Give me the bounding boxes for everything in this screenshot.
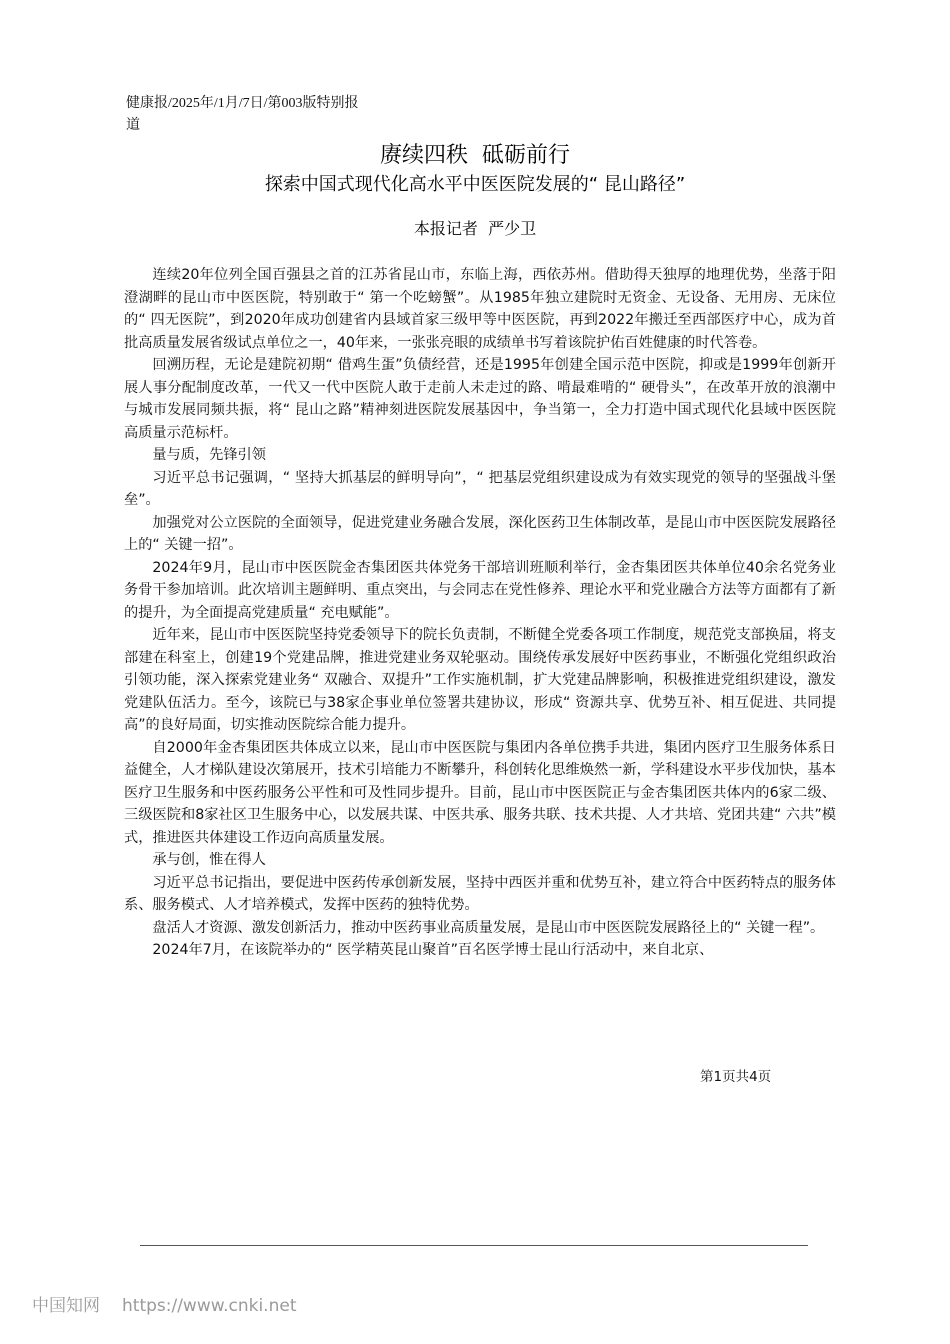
paragraph: 自2000年金杏集团医共体成立以来，昆山市中医医院与集团内各单位携手共进，集团内医疗卫生服务体系日益健全，人才梯队建设次第展开，技术引培能力不断攀升，科创转化思维焕然一新，学科建设水平步伐加快，基本医疗卫生服务和中医药服务公平性和可及性同步提升。目前，昆山市中医医院正与金杏集团医共体内的6家二级、三级医院和8家社区卫生服务中心，以发展共谋、中医共承、服务共联、技术共提、人才共培、党团共建“ 六共”模式，推进医共体建设工作迈向高质量发展。 [124, 739, 836, 846]
article-byline: 本报记者 严少卫 [413, 219, 537, 238]
article-subtitle: 探索中国式现代化高水平中医医院发展的“ 昆山路径” [264, 174, 686, 195]
watermark-brand: 中国知网 [32, 1296, 100, 1316]
page-indicator: 第1页共4页 [700, 1069, 772, 1085]
paragraph: 2024年7月，在该院举办的“ 医学精英昆山聚首”百名医学博士昆山行活动中，来自北京、 [152, 942, 714, 958]
footer-divider [140, 1245, 808, 1246]
paragraph: 连续20年位列全国百强县之首的江苏省昆山市，东临上海，西依苏州。借助得天独厚的地理优势，坐落于阳澄湖畔的昆山市中医医院，特别敢于“ 第一个吃螃蟹”。从1985年独立建院时无资金、无设备、无用房、无床位的“ 四无医院”，到2020年成功创建省内县域首家三级甲等中医医院，再到2022年搬迁至西部医疗中心，成为首批高质量发展省级试点单位之一，40年来，一张张亮眼的成绩单书写着该院护佑百姓健康的时代答卷。 [124, 267, 836, 351]
section-heading: 承与创，惟在得人 [152, 852, 266, 868]
paragraph: 近年来，昆山市中医医院坚持党委领导下的院长负责制，不断健全党委各项工作制度，规范党支部换届，将支部建在科室上，创建19个党建品牌，推进党建业务双轮驱动。围绕传承发展好中医药事业，不断强化党组织政治引领功能，深入探索党建业务“ 双融合、双提升”工作实施机制，扩大党建品牌影响，积极推进党组织建设，激发党建队伍活力。至今，该院已与38家企事业单位签署共建协议，形成“ 资源共享、优势互补、相互促进、共同提高”的良好局面，切实推动医院综合能力提升。 [124, 627, 836, 733]
paragraph: 习近平总书记强调，“ 坚持大抓基层的鲜明导向”，“ 把基层党组织建设成为有效实现党的领导的坚强战斗堡垒”。 [124, 469, 836, 508]
paragraph: 盘活人才资源、激发创新活力，推动中医药事业高质量发展，是昆山市中医医院发展路径上的“ 关键一程”。 [152, 919, 825, 936]
watermark-url: https://www.cnki.net [122, 1296, 297, 1316]
paragraph: 2024年9月，昆山市中医医院金杏集团医共体党务干部培训班顺利举行，金杏集团医共体单位40余名党务业务骨干参加培训。此次培训主题鲜明、重点突出，与会同志在党性修养、理论水平和党业融合方法等方面都有了新的提升，为全面提高党建质量“ 充电赋能”。 [124, 559, 836, 621]
paragraph: 加强党对公立医院的全面领导，促进党建业务融合发展，深化医药卫生体制改革，是昆山市中医医院发展路径上的“ 关键一招”。 [124, 514, 836, 553]
watermark [32, 1294, 296, 1318]
article-title: 赓续四秩 砥砺前行 [380, 143, 570, 168]
source-line: 健康报/2025年/1月/7日/第003版特别报道 [126, 96, 359, 133]
paragraph: 习近平总书记指出，要促进中医药传承创新发展，坚持中西医并重和优势互补，建立符合中医药特点的服务体系、服务模式、人才培养模式，发挥中医药的独特优势。 [124, 874, 836, 913]
article-body [124, 264, 836, 962]
paragraph: 回溯历程，无论是建院初期“ 借鸡生蛋”负债经营，还是1995年创建全国示范中医院，抑或是1999年创新开展人事分配制度改革，一代又一代中医院人敢于走前人未走过的路、啃最难啃的“ 硬骨头”，在改革开放的浪潮中与城市发展同频共振，将“ 昆山之路”精神刻进医院发展基因中，争当第一，全力打造中国式现代化县域中医医院高质量示范标杆。 [124, 357, 836, 441]
section-heading: 量与质，先锋引领 [152, 447, 266, 463]
